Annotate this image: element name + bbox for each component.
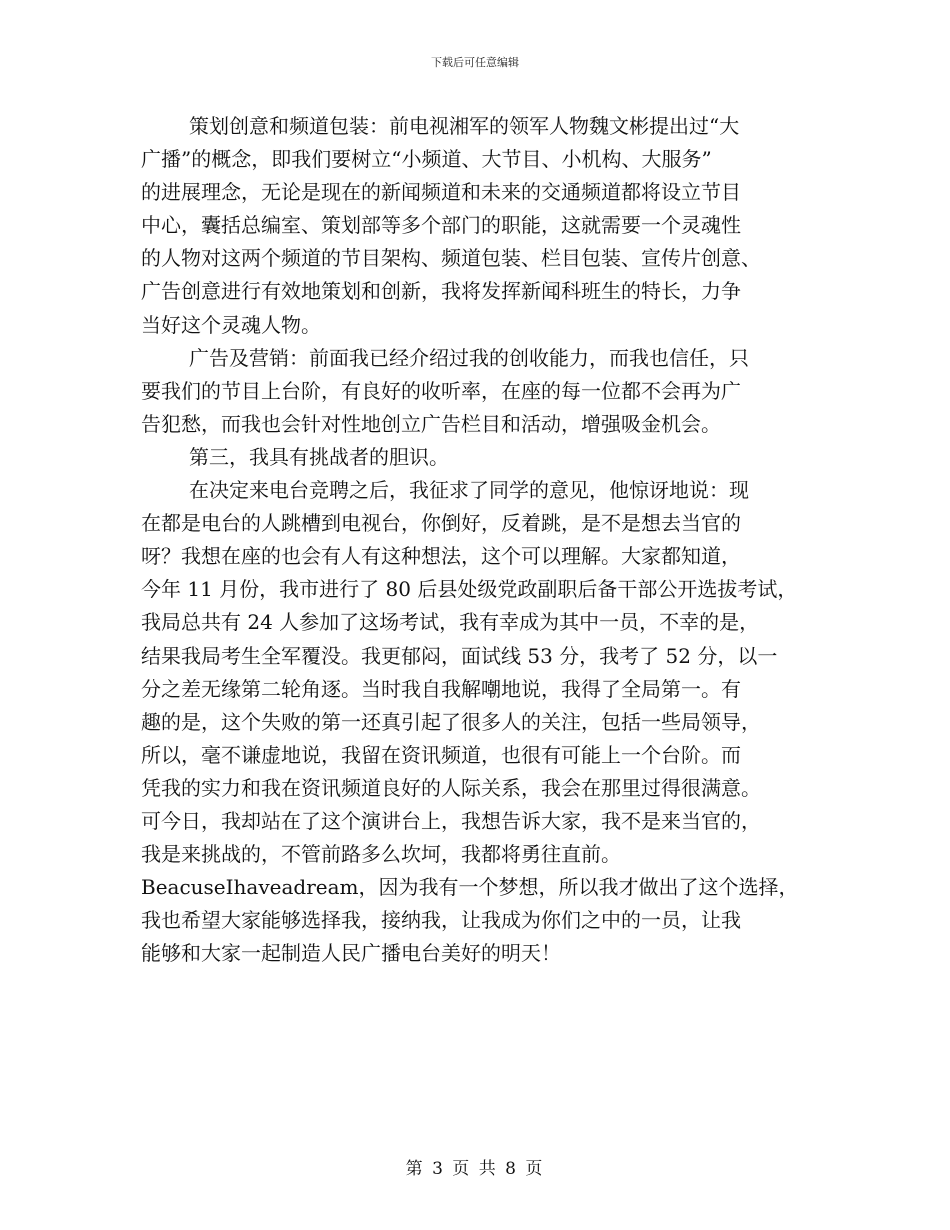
document-body (141, 110, 831, 970)
text-line: 的进展理念，无论是现在的新闻频道和未来的交通频道都将设立节目 (141, 180, 741, 205)
text-line: 策划创意和频道包装：前电视湘军的领军人物魏文彬提出过“大 (189, 114, 740, 138)
text-line: 中心，囊括总编室、策划部等多个部门的职能，这就需要一个灵魂性 (141, 213, 741, 238)
text-line: 第三，我具有挑战者的胆识。 (189, 444, 449, 469)
text-line: 当好这个灵魂人物。 (141, 312, 321, 337)
page-header: 下载后可任意编辑 (431, 56, 519, 69)
text-line: 广播”的概念，即我们要树立“小频道、大节目、小机构、大服务” (141, 147, 712, 172)
text-line: 在都是电台的人跳槽到电视台，你倒好，反着跳，是不是想去当官的 (141, 511, 741, 536)
text-line: 分之差无缘第二轮角逐。当时我自我解嘲地说，我得了全局第一。有 (141, 676, 741, 701)
text-line: 告犯愁，而我也会针对性地创立广告栏目和活动，增强吸金机会。 (141, 411, 721, 436)
text-line: 凭我的实力和我在资讯频道良好的人际关系，我会在那里过得很满意。 (141, 775, 761, 800)
text-line: 在决定来电台竞聘之后，我征求了同学的意见，他惊讶地说：现 (189, 478, 749, 503)
text-line: 所以，毫不谦虚地说，我留在资讯频道，也很有可能上一个台阶。而 (141, 742, 741, 767)
text-line: 我也希望大家能够选择我，接纳我，让我成为你们之中的一员，让我 (141, 908, 741, 933)
text-line: 我局总共有 24 人参加了这场考试，我有幸成为其中一员，不幸的是， (141, 610, 760, 635)
text-line: 广告创意进行有效地策划和创新，我将发挥新闻科班生的特长，力争 (141, 279, 741, 304)
text-line: 要我们的节目上台阶，有良好的收听率，在座的每一位都不会再为广 (141, 378, 741, 403)
text-line: 的人物对这两个频道的节目架构、频道包装、栏目包装、宣传片创意、 (141, 246, 761, 271)
page-footer: 第 3 页 共 8 页 (405, 1159, 545, 1179)
text-line: BeacuseIhaveadream，因为我有一个梦想，所以我才做出了这个选择， (141, 875, 799, 900)
text-line: 广告及营销：前面我已经介绍过我的创收能力，而我也信任，只 (189, 345, 749, 370)
text-line: 呀？我想在座的也会有人有这种想法，这个可以理解。大家都知道， (141, 544, 741, 569)
text-line: 趣的是，这个失败的第一还真引起了很多人的关注，包括一些局领导， (141, 709, 761, 734)
text-line: 我是来挑战的，不管前路多么坎坷，我都将勇往直前。 (141, 842, 621, 867)
text-line: 结果我局考生全军覆没。我更郁闷，面试线 53 分，我考了 52 分，以一 (141, 643, 778, 668)
text-line: 能够和大家一起制造人民广播电台美好的明天！ (141, 941, 561, 966)
text-line: 今年 11 月份，我市进行了 80 后县处级党政副职后备干部公开选拔考试， (141, 577, 798, 602)
text-line: 可今日，我却站在了这个演讲台上，我想告诉大家，我不是来当官的， (141, 808, 761, 833)
